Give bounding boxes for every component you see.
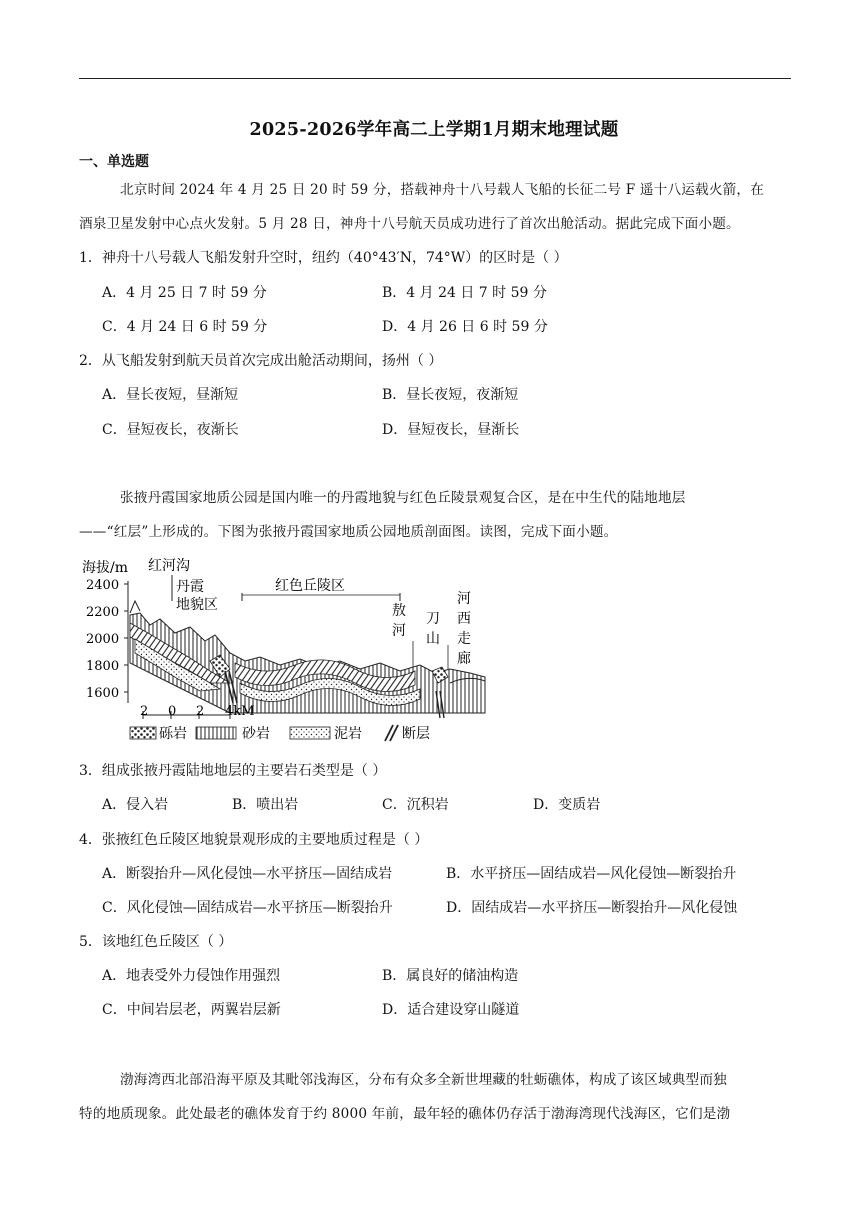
label-danxia-area: 地貌区 (176, 597, 218, 613)
page-title: 2025-2026学年高二上学期1月期末地理试题 (249, 120, 619, 140)
q5-option-d[interactable]: D．适合建设穿山隧道 (382, 1002, 520, 1018)
passage3-line2: 特的地质现象。此处最老的礁体发育于约 8000 年前，最年轻的礁体仍存活于渤海湾现代浅海区，它们是渤 (79, 1106, 731, 1122)
legend-sandstone: 砂岩 (242, 726, 270, 742)
header-rule (79, 78, 791, 79)
q5-option-c[interactable]: C．中间岩层老，两翼岩层新 (102, 1002, 281, 1018)
y-tick-2000: 2000 (86, 632, 120, 647)
q1-option-c[interactable]: C．4 月 24 日 6 时 59 分 (102, 319, 268, 335)
y-tick-1800: 1800 (86, 659, 120, 674)
label-red-hills: 红色丘陵区 (275, 578, 345, 594)
q2-option-d[interactable]: D．昼短夜长，昼渐长 (382, 422, 520, 438)
passage1-line2: 酒泉卫星发射中心点火发射。5 月 28 日，神舟十八号航天员成功进行了首次出舱活动。据此完成下面小题。 (79, 216, 740, 232)
legend-fault: 断层 (402, 726, 430, 742)
question-5: 5．该地红色丘陵区（ ） (79, 934, 233, 950)
y-tick-2400: 2400 (86, 578, 120, 593)
label-hexi-4: 廊 (457, 651, 471, 667)
q3-option-c[interactable]: C．沉积岩 (382, 797, 449, 813)
q4-option-c[interactable]: C．风化侵蚀—固结成岩—水平挤压—断裂抬升 (102, 900, 393, 916)
label-hexi-1: 河 (457, 591, 471, 607)
question-3: 3．组成张掖丹霞陆地地层的主要岩石类型是（ ） (79, 763, 387, 779)
label-daoshan-2: 山 (426, 631, 440, 647)
scale-tick-4km: 4kM (225, 704, 255, 719)
legend-swatch-mudstone (290, 727, 330, 739)
label-honghegou: 红河沟 (148, 558, 190, 574)
label-hexi-2: 西 (457, 611, 471, 627)
q4-option-b[interactable]: B．水平挤压—固结成岩—风化侵蚀—断裂抬升 (446, 866, 737, 882)
y-axis-label: 海拔/m (82, 560, 128, 576)
passage2-line2: ——“红层”上形成的。下图为张掖丹霞国家地质公园地质剖面图。读图，完成下面小题。 (79, 524, 618, 540)
q3-option-b[interactable]: B．喷出岩 (232, 797, 299, 813)
label-aohe-1: 敖 (392, 603, 406, 619)
q1-option-a[interactable]: A．4 月 25 日 7 时 59 分 (102, 285, 267, 301)
q1-option-b[interactable]: B．4 月 24 日 7 时 59 分 (382, 285, 547, 301)
q5-option-a[interactable]: A．地表受外力侵蚀作用强烈 (102, 968, 281, 984)
legend-swatch-sandstone (196, 727, 236, 739)
legend-conglomerate: 砾岩 (159, 726, 187, 742)
label-hexi-3: 走 (457, 631, 471, 647)
q2-option-c[interactable]: C．昼短夜长，夜渐长 (102, 422, 239, 438)
q1-option-d[interactable]: D．4 月 26 日 6 时 59 分 (382, 319, 548, 335)
y-tick-1600: 1600 (86, 686, 120, 701)
scale-tick-2b: 2 (196, 704, 205, 719)
legend-mudstone: 泥岩 (334, 726, 362, 742)
label-aohe-2: 河 (392, 623, 406, 639)
q2-option-b[interactable]: B．昼长夜短，夜渐短 (382, 387, 519, 403)
q4-option-d[interactable]: D．固结成岩—水平挤压—断裂抬升—风化侵蚀 (446, 900, 738, 916)
question-1: 1．神舟十八号载人飞船发射升空时，纽约（40°43′N，74°W）的区时是（ ） (79, 250, 568, 266)
q3-option-a[interactable]: A．侵入岩 (102, 797, 169, 813)
geologic-profile-diagram (80, 553, 490, 745)
y-tick-2200: 2200 (86, 605, 120, 620)
passage2-line1: 张掖丹霞国家地质公园是国内唯一的丹霞地貌与红色丘陵景观复合区，是在中生代的陆地地层 (120, 490, 686, 506)
section-heading: 一、单选题 (79, 154, 149, 170)
q4-option-a[interactable]: A．断裂抬升—风化侵蚀—水平挤压—固结成岩 (102, 866, 393, 882)
q3-option-d[interactable]: D．变质岩 (533, 797, 601, 813)
question-2: 2．从飞船发射到航天员首次完成出舱活动期间，扬州（ ） (79, 353, 443, 369)
question-4: 4．张掖红色丘陵区地貌景观形成的主要地质过程是（ ） (79, 832, 429, 848)
label-daoshan-1: 刀 (426, 611, 440, 627)
passage1-line1: 北京时间 2024 年 4 月 25 日 20 时 59 分，搭载神舟十八号载人飞船的长征二号 F 遥十八运载火箭，在 (120, 182, 764, 198)
label-danxia: 丹霞 (176, 579, 204, 595)
q2-option-a[interactable]: A．昼长夜短，昼渐短 (102, 387, 239, 403)
scale-tick-2a: 2 (140, 704, 149, 719)
passage3-line1: 渤海湾西北部沿海平原及其毗邻浅海区，分布有众多全新世埋藏的牡蛎礁体，构成了该区域典型而独 (120, 1072, 727, 1088)
q5-option-b[interactable]: B．属良好的储油构造 (382, 968, 519, 984)
scale-tick-0: 0 (168, 704, 177, 719)
legend-swatch-conglomerate (130, 727, 156, 739)
